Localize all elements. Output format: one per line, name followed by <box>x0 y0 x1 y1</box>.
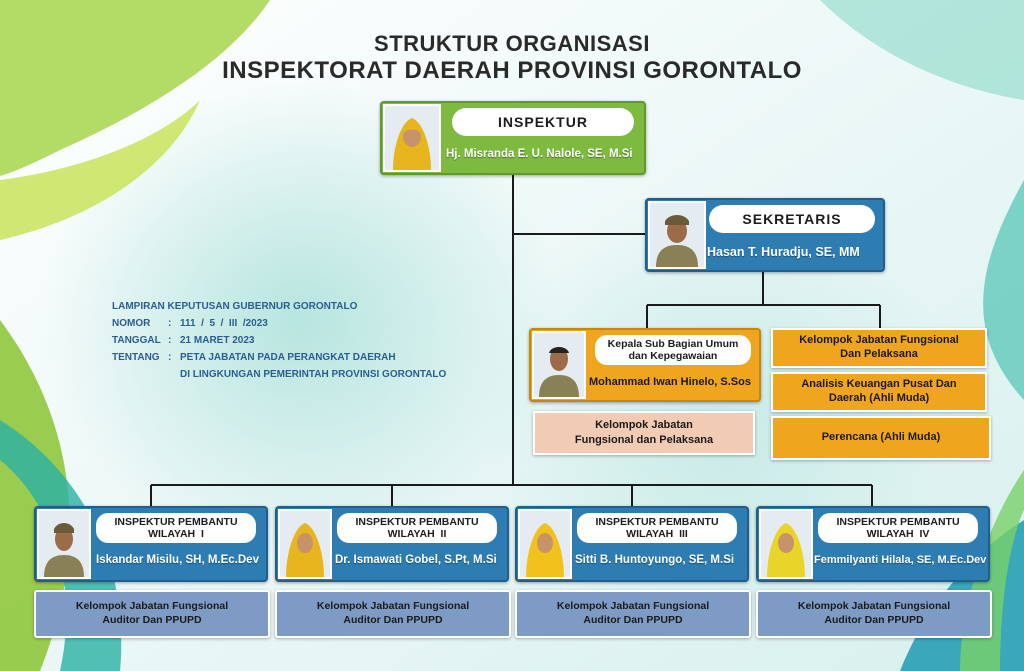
sekretaris-position: SEKRETARIS <box>709 205 875 233</box>
lampiran-block <box>112 298 446 383</box>
person-photo-icon <box>761 511 811 577</box>
lampiran-tanggal <box>112 332 446 349</box>
tentang-value1: PETA JABATAN PADA PERANGKAT DAERAH <box>180 352 396 363</box>
person-photo-icon <box>650 203 704 267</box>
kasubag-position: Kepala Sub Bagian Umum dan Kepegawaian <box>595 335 751 365</box>
inspektur-name: Hj. Misranda E. U. Nalole, SE, M.Si <box>446 148 633 160</box>
wilayah-3-name: Sitti B. Huntoyungo, SE, M.Si <box>575 554 735 566</box>
tanggal-label: TANGGAL <box>112 335 161 346</box>
nomor-colon: : <box>168 318 172 329</box>
person-photo-icon <box>39 511 89 577</box>
lampiran-tentang-cont <box>112 366 446 383</box>
wilayah-4-position <box>818 513 978 543</box>
wilayah-2-group1: Kelompok Jabatan Fungsional <box>316 600 470 613</box>
person-photo-icon <box>520 511 570 577</box>
wilayah-2-pos2: WILAYAH II <box>387 528 447 540</box>
lampiran-tentang <box>112 349 446 366</box>
wilayah-1-name: Iskandar Misilu, SH, M.Ec.Dev <box>96 554 259 566</box>
person-photo-icon <box>385 106 439 170</box>
sekretariat-group-perencana: Perencana (Ahli Muda) <box>771 416 991 460</box>
wilayah-3-group2: Auditor Dan PPUPD <box>583 614 683 626</box>
person-photo-icon <box>534 333 584 397</box>
wilayah-3-pos2: WILAYAH III <box>626 528 688 540</box>
wilayah-1-group1: Kelompok Jabatan Fungsional <box>75 600 229 613</box>
tanggal-value: 21 MARET 2023 <box>180 335 255 346</box>
kasubag-group-box: Kelompok Jabatan Fungsional dan Pelaksana <box>533 411 755 455</box>
inspektur-photo <box>383 104 441 172</box>
kasubag-name: Mohammad Iwan Hinelo, S.Sos <box>589 376 751 388</box>
wilayah-2-card <box>275 506 509 582</box>
wilayah-2-position <box>337 513 497 543</box>
tentang-label: TENTANG <box>112 352 160 363</box>
wilayah-1-pos2: WILAYAH I <box>148 528 204 540</box>
tentang-colon: : <box>168 352 172 363</box>
wilayah-4-group2: Auditor Dan PPUPD <box>824 614 924 626</box>
sekretaris-photo <box>648 201 706 269</box>
wilayah-4-photo <box>759 509 813 579</box>
wilayah-1-photo <box>37 509 91 579</box>
wilayah-2-name: Dr. Ismawati Gobel, S.Pt, M.Si <box>335 554 497 566</box>
lampiran-line1: LAMPIRAN KEPUTUSAN GUBERNUR GORONTALO <box>112 301 358 312</box>
wilayah-1-group2: Auditor Dan PPUPD <box>102 614 202 626</box>
wilayah-4-group1: Kelompok Jabatan Fungsional <box>797 600 951 613</box>
sekretaris-name: Hasan T. Huradju, SE, MM <box>707 245 860 259</box>
wilayah-2-pos1: INSPEKTUR PEMBANTU <box>355 515 479 528</box>
wilayah-3-group <box>515 590 751 638</box>
wilayah-2-group <box>275 590 511 638</box>
wilayah-3-position <box>577 513 737 543</box>
wilayah-1-pos1: INSPEKTUR PEMBANTU <box>114 515 238 528</box>
tentang-value2: DI LINGKUNGAN PEMERINTAH PROVINSI GORONTALO <box>180 369 447 380</box>
chart-title-line2: INSPEKTORAT DAERAH PROVINSI GORONTALO <box>222 57 802 84</box>
wilayah-4-name: Femmilyanti Hilala, SE, M.Ec.Dev <box>814 554 987 566</box>
wilayah-4-pos2: WILAYAH IV <box>866 528 930 540</box>
kasubag-card <box>529 328 761 402</box>
wilayah-3-card <box>515 506 749 582</box>
tanggal-colon: : <box>168 335 172 346</box>
wilayah-1-card <box>34 506 268 582</box>
wilayah-3-group1: Kelompok Jabatan Fungsional <box>556 600 710 613</box>
wilayah-3-pos1: INSPEKTUR PEMBANTU <box>595 515 719 528</box>
wilayah-3-photo <box>518 509 572 579</box>
wilayah-1-position <box>96 513 256 543</box>
wilayah-2-group2: Auditor Dan PPUPD <box>343 614 443 626</box>
nomor-label: NOMOR <box>112 318 151 329</box>
sekretaris-card <box>645 198 885 272</box>
person-photo-icon <box>280 511 330 577</box>
sekretariat-group-header: Kelompok Jabatan Fungsional Dan Pelaksana <box>771 328 987 368</box>
inspektur-position: INSPEKTUR <box>452 108 634 136</box>
wilayah-1-group <box>34 590 270 638</box>
inspektur-card <box>380 101 646 175</box>
wilayah-4-group <box>756 590 992 638</box>
wilayah-2-photo <box>278 509 332 579</box>
wilayah-4-pos1: INSPEKTUR PEMBANTU <box>836 515 960 528</box>
wilayah-4-card <box>756 506 990 582</box>
nomor-value: 111 / 5 / III /2023 <box>180 318 268 329</box>
lampiran-nomor <box>112 315 446 332</box>
chart-title-line1: STRUKTUR ORGANISASI <box>374 31 650 56</box>
kasubag-photo <box>532 331 586 399</box>
sekretariat-group-analis: Analisis Keuangan Pusat Dan Daerah (Ahli Muda) <box>771 372 987 412</box>
